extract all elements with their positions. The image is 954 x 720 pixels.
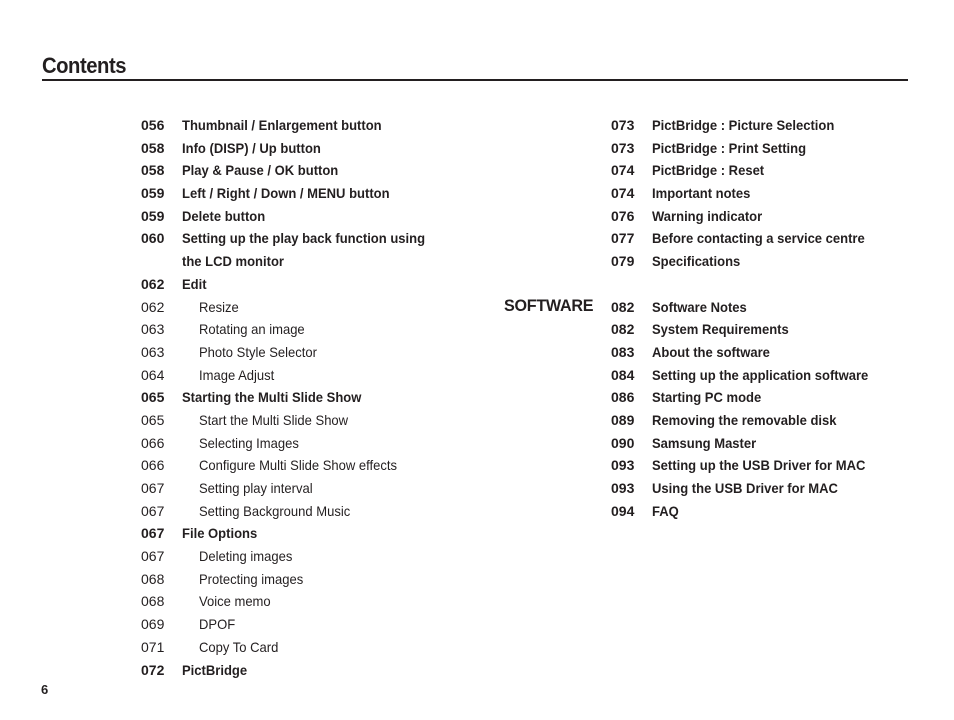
section-label-software: SOFTWARE xyxy=(504,296,594,315)
toc-entry-title: File Options xyxy=(182,525,258,542)
toc-entry-title: PictBridge : Reset xyxy=(652,162,765,179)
toc-entry-title: PictBridge : Print Setting xyxy=(652,139,807,156)
toc-entry[interactable] xyxy=(611,341,911,364)
toc-page-number: 064 xyxy=(141,366,165,383)
toc-entry-title: Samsung Master xyxy=(652,434,757,451)
toc-page-number: 068 xyxy=(141,570,165,587)
toc-entry-title: Setting Background Music xyxy=(199,502,351,519)
page-title: Contents xyxy=(42,53,127,78)
toc-entry[interactable] xyxy=(141,159,461,182)
toc-entry[interactable] xyxy=(141,114,461,137)
toc-entry-title: Setting up the application software xyxy=(652,366,869,383)
toc-entry[interactable] xyxy=(611,250,911,273)
toc-entry[interactable] xyxy=(611,364,911,387)
toc-entry[interactable] xyxy=(141,409,461,432)
toc-page-number: 073 xyxy=(611,139,635,156)
toc-entry[interactable] xyxy=(141,182,461,205)
toc-entry-title: Thumbnail / Enlargement button xyxy=(182,117,382,133)
toc-entry[interactable] xyxy=(611,296,911,319)
toc-entry[interactable] xyxy=(141,636,461,659)
toc-entry[interactable] xyxy=(611,477,911,500)
toc-entry[interactable] xyxy=(141,477,461,500)
toc-entry[interactable] xyxy=(141,227,461,250)
toc-entry[interactable] xyxy=(611,227,911,250)
toc-page-number: 077 xyxy=(611,230,635,247)
toc-page-number: 059 xyxy=(141,207,165,224)
toc-entry-title: Deleting images xyxy=(199,548,293,565)
toc-entry-title: Info (DISP) / Up button xyxy=(182,139,321,156)
toc-page-number: 071 xyxy=(141,638,165,655)
toc-entry-title: Starting PC mode xyxy=(652,389,762,406)
toc-entry[interactable] xyxy=(611,500,911,523)
toc-entry[interactable] xyxy=(611,159,911,182)
toc-page-number: 066 xyxy=(141,434,165,451)
toc-page-number: 059 xyxy=(141,185,165,202)
toc-page-number: 086 xyxy=(611,389,635,406)
page-number: 6 xyxy=(41,682,49,697)
toc-entry-title: Setting up the USB Driver for MAC xyxy=(652,457,866,474)
toc-entry[interactable] xyxy=(141,545,461,568)
toc-entry-title: Delete button xyxy=(182,207,266,224)
toc-entry-title: Photo Style Selector xyxy=(199,343,317,360)
toc-entry-title: Left / Right / Down / MENU button xyxy=(182,185,390,202)
toc-page-number: 076 xyxy=(611,207,635,224)
toc-page-number: 082 xyxy=(611,298,635,315)
toc-page-number: 067 xyxy=(141,525,165,542)
title-underline xyxy=(42,79,908,81)
toc-page-number: 062 xyxy=(141,298,165,315)
toc-entry-title: Using the USB Driver for MAC xyxy=(652,480,838,496)
toc-page-number: 082 xyxy=(611,321,635,338)
toc-page-number: 067 xyxy=(141,502,165,519)
toc-entry-title: Setting up the play back function using xyxy=(182,230,426,247)
toc-entry-title: Warning indicator xyxy=(652,207,763,224)
toc-page-number: 068 xyxy=(141,593,165,610)
toc-entry[interactable] xyxy=(611,409,911,432)
toc-entry[interactable] xyxy=(141,250,461,273)
toc-entry-title: Selecting Images xyxy=(199,434,299,451)
toc-entry[interactable] xyxy=(611,386,911,409)
toc-page-number: 084 xyxy=(611,366,635,383)
toc-entry-title: Image Adjust xyxy=(199,366,275,383)
toc-entry[interactable] xyxy=(611,114,911,137)
toc-entry-title: Voice memo xyxy=(199,593,271,610)
toc-entry[interactable] xyxy=(611,137,911,160)
toc-page-number: 063 xyxy=(141,321,165,338)
toc-entry-title: Copy To Card xyxy=(199,638,279,655)
toc-page-number: 062 xyxy=(141,275,165,292)
toc-entry[interactable] xyxy=(141,386,461,409)
toc-entry-title: System Requirements xyxy=(652,321,789,338)
toc-entry[interactable] xyxy=(141,296,461,319)
toc-entry-title: PictBridge xyxy=(182,661,248,678)
toc-entry-title: About the software xyxy=(652,343,770,360)
toc-entry[interactable] xyxy=(141,137,461,160)
toc-entry-title: Before contacting a service centre xyxy=(652,230,865,247)
toc-entry[interactable] xyxy=(611,454,911,477)
toc-entry-title: DPOF xyxy=(199,616,236,633)
toc-entry-title: Protecting images xyxy=(199,570,304,587)
toc-entry[interactable] xyxy=(141,341,461,364)
toc-page-number: 072 xyxy=(141,661,165,678)
toc-page-number: 090 xyxy=(611,434,635,451)
toc-page-number: 073 xyxy=(611,117,635,133)
toc-entry[interactable] xyxy=(141,318,461,341)
toc-page-number: 079 xyxy=(611,253,635,270)
toc-entry[interactable] xyxy=(611,432,911,455)
toc-page-number: 074 xyxy=(611,162,635,179)
toc-page-number: 065 xyxy=(141,389,165,406)
toc-entry-title: Software Notes xyxy=(652,298,747,315)
toc-entry-title: Starting the Multi Slide Show xyxy=(182,389,362,406)
toc-entry-title: Specifications xyxy=(652,253,741,270)
toc-entry-title: the LCD monitor xyxy=(182,253,284,270)
toc-entry[interactable] xyxy=(141,590,461,613)
toc-entry[interactable] xyxy=(141,522,461,545)
toc-entry[interactable] xyxy=(141,500,461,523)
toc-page-number: 083 xyxy=(611,343,635,360)
toc-page-number: 056 xyxy=(141,117,165,133)
toc-page-number: 067 xyxy=(141,548,165,565)
toc-page-number: 066 xyxy=(141,457,165,474)
toc-page-number: 065 xyxy=(141,411,165,428)
toc-page-number: 094 xyxy=(611,502,635,519)
toc-entry-title: Important notes xyxy=(652,185,751,202)
toc-page-number: 063 xyxy=(141,343,165,360)
toc-entry-title: Rotating an image xyxy=(199,321,305,338)
toc-spacer xyxy=(611,273,911,296)
toc-page-number: 069 xyxy=(141,616,165,633)
toc-page-number: 089 xyxy=(611,411,635,428)
toc-entry-title: Configure Multi Slide Show effects xyxy=(199,457,398,474)
toc-entry[interactable] xyxy=(611,182,911,205)
toc-entry[interactable] xyxy=(141,432,461,455)
toc-entry[interactable] xyxy=(141,454,461,477)
toc-page-number: 093 xyxy=(611,457,635,474)
toc-page-number: 093 xyxy=(611,480,635,496)
toc-entry-title: Play & Pause / OK button xyxy=(182,162,339,179)
toc-entry[interactable] xyxy=(611,205,911,228)
toc-left-column xyxy=(141,114,461,681)
toc-page-number: 067 xyxy=(141,480,165,496)
toc-entry[interactable] xyxy=(141,568,461,591)
toc-page-number: 060 xyxy=(141,230,165,247)
toc-entry-title: Setting play interval xyxy=(199,480,313,496)
toc-entry-title: PictBridge : Picture Selection xyxy=(652,117,835,133)
toc-entry-title: Resize xyxy=(199,298,239,315)
toc-page-number: 074 xyxy=(611,185,635,202)
toc-page-number: 058 xyxy=(141,139,165,156)
toc-entry-title: FAQ xyxy=(652,502,679,519)
toc-entry[interactable] xyxy=(141,364,461,387)
toc-entry[interactable] xyxy=(611,318,911,341)
toc-entry-title: Edit xyxy=(182,275,207,292)
toc-entry-title: Removing the removable disk xyxy=(652,411,837,428)
toc-page-number: 058 xyxy=(141,162,165,179)
toc-entry[interactable] xyxy=(141,205,461,228)
toc-entry[interactable] xyxy=(141,659,461,682)
toc-entry-title: Start the Multi Slide Show xyxy=(199,411,349,428)
toc-entry[interactable] xyxy=(141,273,461,296)
toc-entry[interactable] xyxy=(141,613,461,636)
toc-right-column xyxy=(611,114,911,522)
